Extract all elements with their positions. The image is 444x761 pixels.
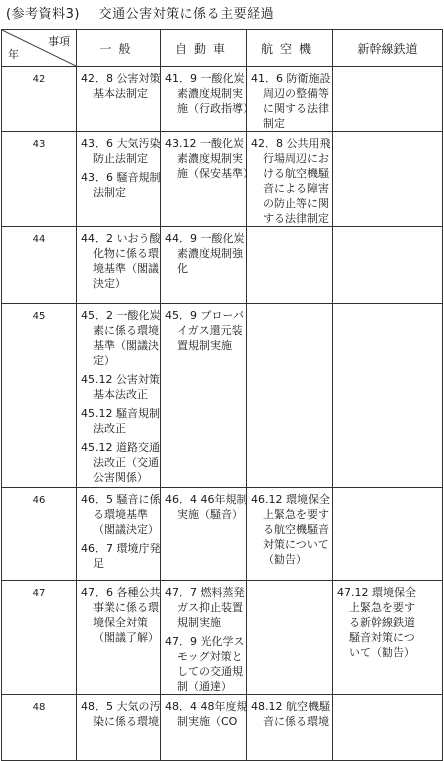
entry-line: 防止法制定	[93, 152, 148, 165]
entry	[161, 304, 246, 353]
header-automobile: 自動車	[161, 30, 247, 67]
chronology-table	[1, 29, 443, 761]
entry-line: 基本法改正	[93, 388, 148, 401]
aircraft-cell	[247, 581, 333, 695]
entry	[77, 368, 160, 402]
entry-line: る航空機騒音	[263, 523, 329, 536]
reference-label: (参考資料3)	[6, 7, 80, 22]
aircraft-cell	[247, 488, 333, 581]
year-cell: 46	[2, 488, 77, 581]
entry-line: 音による障害	[263, 182, 329, 195]
entry-line: 素に係る環境	[93, 324, 159, 337]
shinkansen-cell	[333, 67, 443, 132]
entry-line: 制実施（CO	[177, 715, 238, 728]
entry-line: ける航空機騒	[263, 167, 329, 180]
entry-line: 48．5 大気の汚	[81, 700, 161, 713]
table-row	[2, 695, 443, 761]
entry-line: 染に係る環境	[93, 715, 159, 728]
entry-line: 足	[93, 557, 104, 570]
entry-line: の防止等に関	[263, 197, 329, 210]
entry	[77, 402, 160, 436]
general-cell	[77, 304, 161, 488]
entry-line: 境保全対策	[93, 616, 148, 629]
table-row	[2, 581, 443, 695]
entry-line: 47．6 各種公共	[81, 586, 161, 599]
entry-line: 法改正	[93, 422, 126, 435]
entry	[77, 537, 160, 571]
entry-line: 音に係る環境	[263, 715, 329, 728]
year-cell: 48	[2, 695, 77, 761]
aircraft-cell	[247, 695, 333, 761]
entry-line: 素濃度規制実	[177, 87, 243, 100]
entry	[161, 581, 246, 630]
entry	[77, 695, 160, 729]
entry-line: 施（保安基準）	[177, 167, 254, 180]
automobile-cell	[161, 132, 254, 227]
entry-line: 43.12 一酸化炭	[165, 137, 244, 150]
entry-line: る新幹線鉄道	[349, 616, 415, 629]
general-cell	[77, 695, 161, 761]
table-header-row	[2, 30, 443, 67]
entry-line: しての交通規	[177, 665, 243, 678]
year-cell: 47	[2, 581, 77, 695]
year-cell: 42	[2, 67, 77, 132]
entry-line: イガス還元装	[177, 324, 243, 337]
entry-line: 制定	[263, 117, 285, 130]
entry-line: 45.12 公害対策	[81, 373, 160, 386]
entry-line: 規制実施	[177, 616, 221, 629]
entry-line: 素濃度規制強	[177, 247, 243, 260]
entry-line: 制（通達）	[177, 680, 232, 693]
entry-line: 騒音対策につ	[349, 631, 415, 644]
entry-line: 置規制実施	[177, 339, 232, 352]
header-general: 一般	[77, 30, 161, 67]
entry-line: 45．9 ブローバ	[165, 309, 244, 322]
entry	[161, 132, 254, 181]
entry-line: 46.12 環境保全	[251, 493, 330, 506]
entry-line: 46．4 46年規制	[165, 493, 248, 506]
entry-line: いて（勧告）	[349, 646, 415, 659]
entry	[333, 581, 442, 660]
entry	[77, 132, 160, 166]
entry	[161, 227, 246, 276]
general-cell	[77, 132, 161, 227]
table-row	[2, 227, 443, 304]
entry-line: 44．9 一酸化炭	[165, 232, 245, 245]
entry	[161, 67, 254, 116]
entry-line: 素濃度規制実	[177, 152, 243, 165]
entry-line: 公害関係）	[93, 471, 148, 484]
general-cell	[77, 67, 161, 132]
entry-line: 定）	[93, 354, 115, 367]
entry-line: 45．2 一酸化炭	[81, 309, 161, 322]
entry-line: 46．5 騒音に係	[81, 493, 161, 506]
entry-line: 47.12 環境保全	[337, 586, 416, 599]
entry-line: 41．9 一酸化炭	[165, 72, 245, 85]
header-year-label: 年	[8, 48, 19, 61]
entry	[77, 67, 160, 101]
entry	[247, 488, 332, 567]
entry	[161, 488, 246, 522]
automobile-cell	[161, 488, 247, 581]
table-row	[2, 132, 443, 227]
entry-line: （閣議了解）	[93, 631, 159, 644]
entry-line: 基準（閣議決	[93, 339, 159, 352]
corner-header-cell	[2, 30, 77, 67]
entry-line: 事業に係る環	[93, 601, 159, 614]
entry-line: 法改正（交通	[93, 456, 159, 469]
entry-line: ガス抑止装置	[177, 601, 243, 614]
entry-line: 行場周辺にお	[263, 152, 329, 165]
header-item-label: 事項	[48, 35, 70, 48]
entry-line: 47．7 燃料蒸発	[165, 586, 245, 599]
year-cell: 44	[2, 227, 77, 304]
entry	[77, 304, 160, 368]
aircraft-cell	[247, 304, 333, 488]
entry-line: 上緊急を要す	[349, 601, 415, 614]
entry-line: 48．4 48年度規	[165, 700, 248, 713]
entry-line: 化	[177, 262, 188, 275]
shinkansen-cell	[333, 304, 443, 488]
entry-line: 43．6 騒音規制	[81, 171, 161, 184]
shinkansen-cell	[333, 581, 443, 695]
year-cell: 43	[2, 132, 77, 227]
entry-line: 45.12 騒音規制	[81, 407, 160, 420]
entry-line: 法制定	[93, 186, 126, 199]
entry-line: 48.12 航空機騒	[251, 700, 330, 713]
entry	[161, 630, 246, 694]
document-title	[6, 3, 274, 22]
header-shinkansen: 新幹線鉄道	[333, 30, 443, 67]
entry-line: る環境基準	[93, 508, 148, 521]
general-cell	[77, 488, 161, 581]
entry-line: 上緊急を要す	[263, 508, 329, 521]
entry-line: 決定）	[93, 277, 126, 290]
automobile-cell	[161, 304, 247, 488]
shinkansen-cell	[333, 488, 443, 581]
entry-line: 境基準（閣議	[93, 262, 159, 275]
entry-line: 実施（騒音）	[177, 508, 243, 521]
entry-line: 基本法制定	[93, 87, 148, 100]
shinkansen-cell	[333, 695, 443, 761]
entry-line: 46．7 環境庁発	[81, 542, 161, 555]
entry	[77, 488, 160, 537]
table-row	[2, 488, 443, 581]
entry	[161, 695, 246, 729]
entry	[247, 67, 332, 131]
automobile-cell	[161, 581, 247, 695]
aircraft-cell	[247, 67, 333, 132]
year-cell: 45	[2, 304, 77, 488]
entry-line: 42．8 公共用飛	[251, 137, 331, 150]
shinkansen-cell	[333, 132, 443, 227]
aircraft-cell	[247, 227, 333, 304]
table-row	[2, 304, 443, 488]
general-cell	[77, 227, 161, 304]
automobile-cell	[161, 227, 247, 304]
entry-line: する法律制定	[263, 212, 329, 225]
entry-line: 44．2 いおう酸	[81, 232, 161, 245]
table-row	[2, 67, 443, 132]
entry-line: （閣議決定）	[93, 523, 159, 536]
entry-line: 41．6 防衛施設	[251, 72, 331, 85]
entry-line: 対策について	[263, 538, 329, 551]
automobile-cell	[161, 695, 247, 761]
entry-line: に関する法律	[263, 102, 329, 115]
aircraft-cell	[247, 132, 333, 227]
entry	[247, 695, 332, 729]
entry	[77, 166, 160, 200]
entry	[77, 436, 160, 485]
title-text: 交通公害対策に係る主要経過	[98, 7, 275, 22]
entry-line: 45.12 道路交通	[81, 441, 160, 454]
entry	[77, 581, 160, 645]
entry-line: 42．8 公害対策	[81, 72, 161, 85]
entry-line: 施（行政指導）	[177, 102, 254, 115]
entry-line: （勧告）	[263, 553, 307, 566]
general-cell	[77, 581, 161, 695]
entry-line: 周辺の整備等	[263, 87, 329, 100]
automobile-cell	[161, 67, 254, 132]
header-aircraft: 航空機	[247, 30, 333, 67]
entry-line: モッグ対策と	[177, 650, 243, 663]
entry-line: 化物に係る環	[93, 247, 159, 260]
entry-line: 43．6 大気汚染	[81, 137, 161, 150]
table-body	[2, 67, 443, 761]
shinkansen-cell	[333, 227, 443, 304]
entry-line: 47．9 光化学ス	[165, 635, 245, 648]
entry	[77, 227, 160, 291]
entry	[247, 132, 332, 226]
